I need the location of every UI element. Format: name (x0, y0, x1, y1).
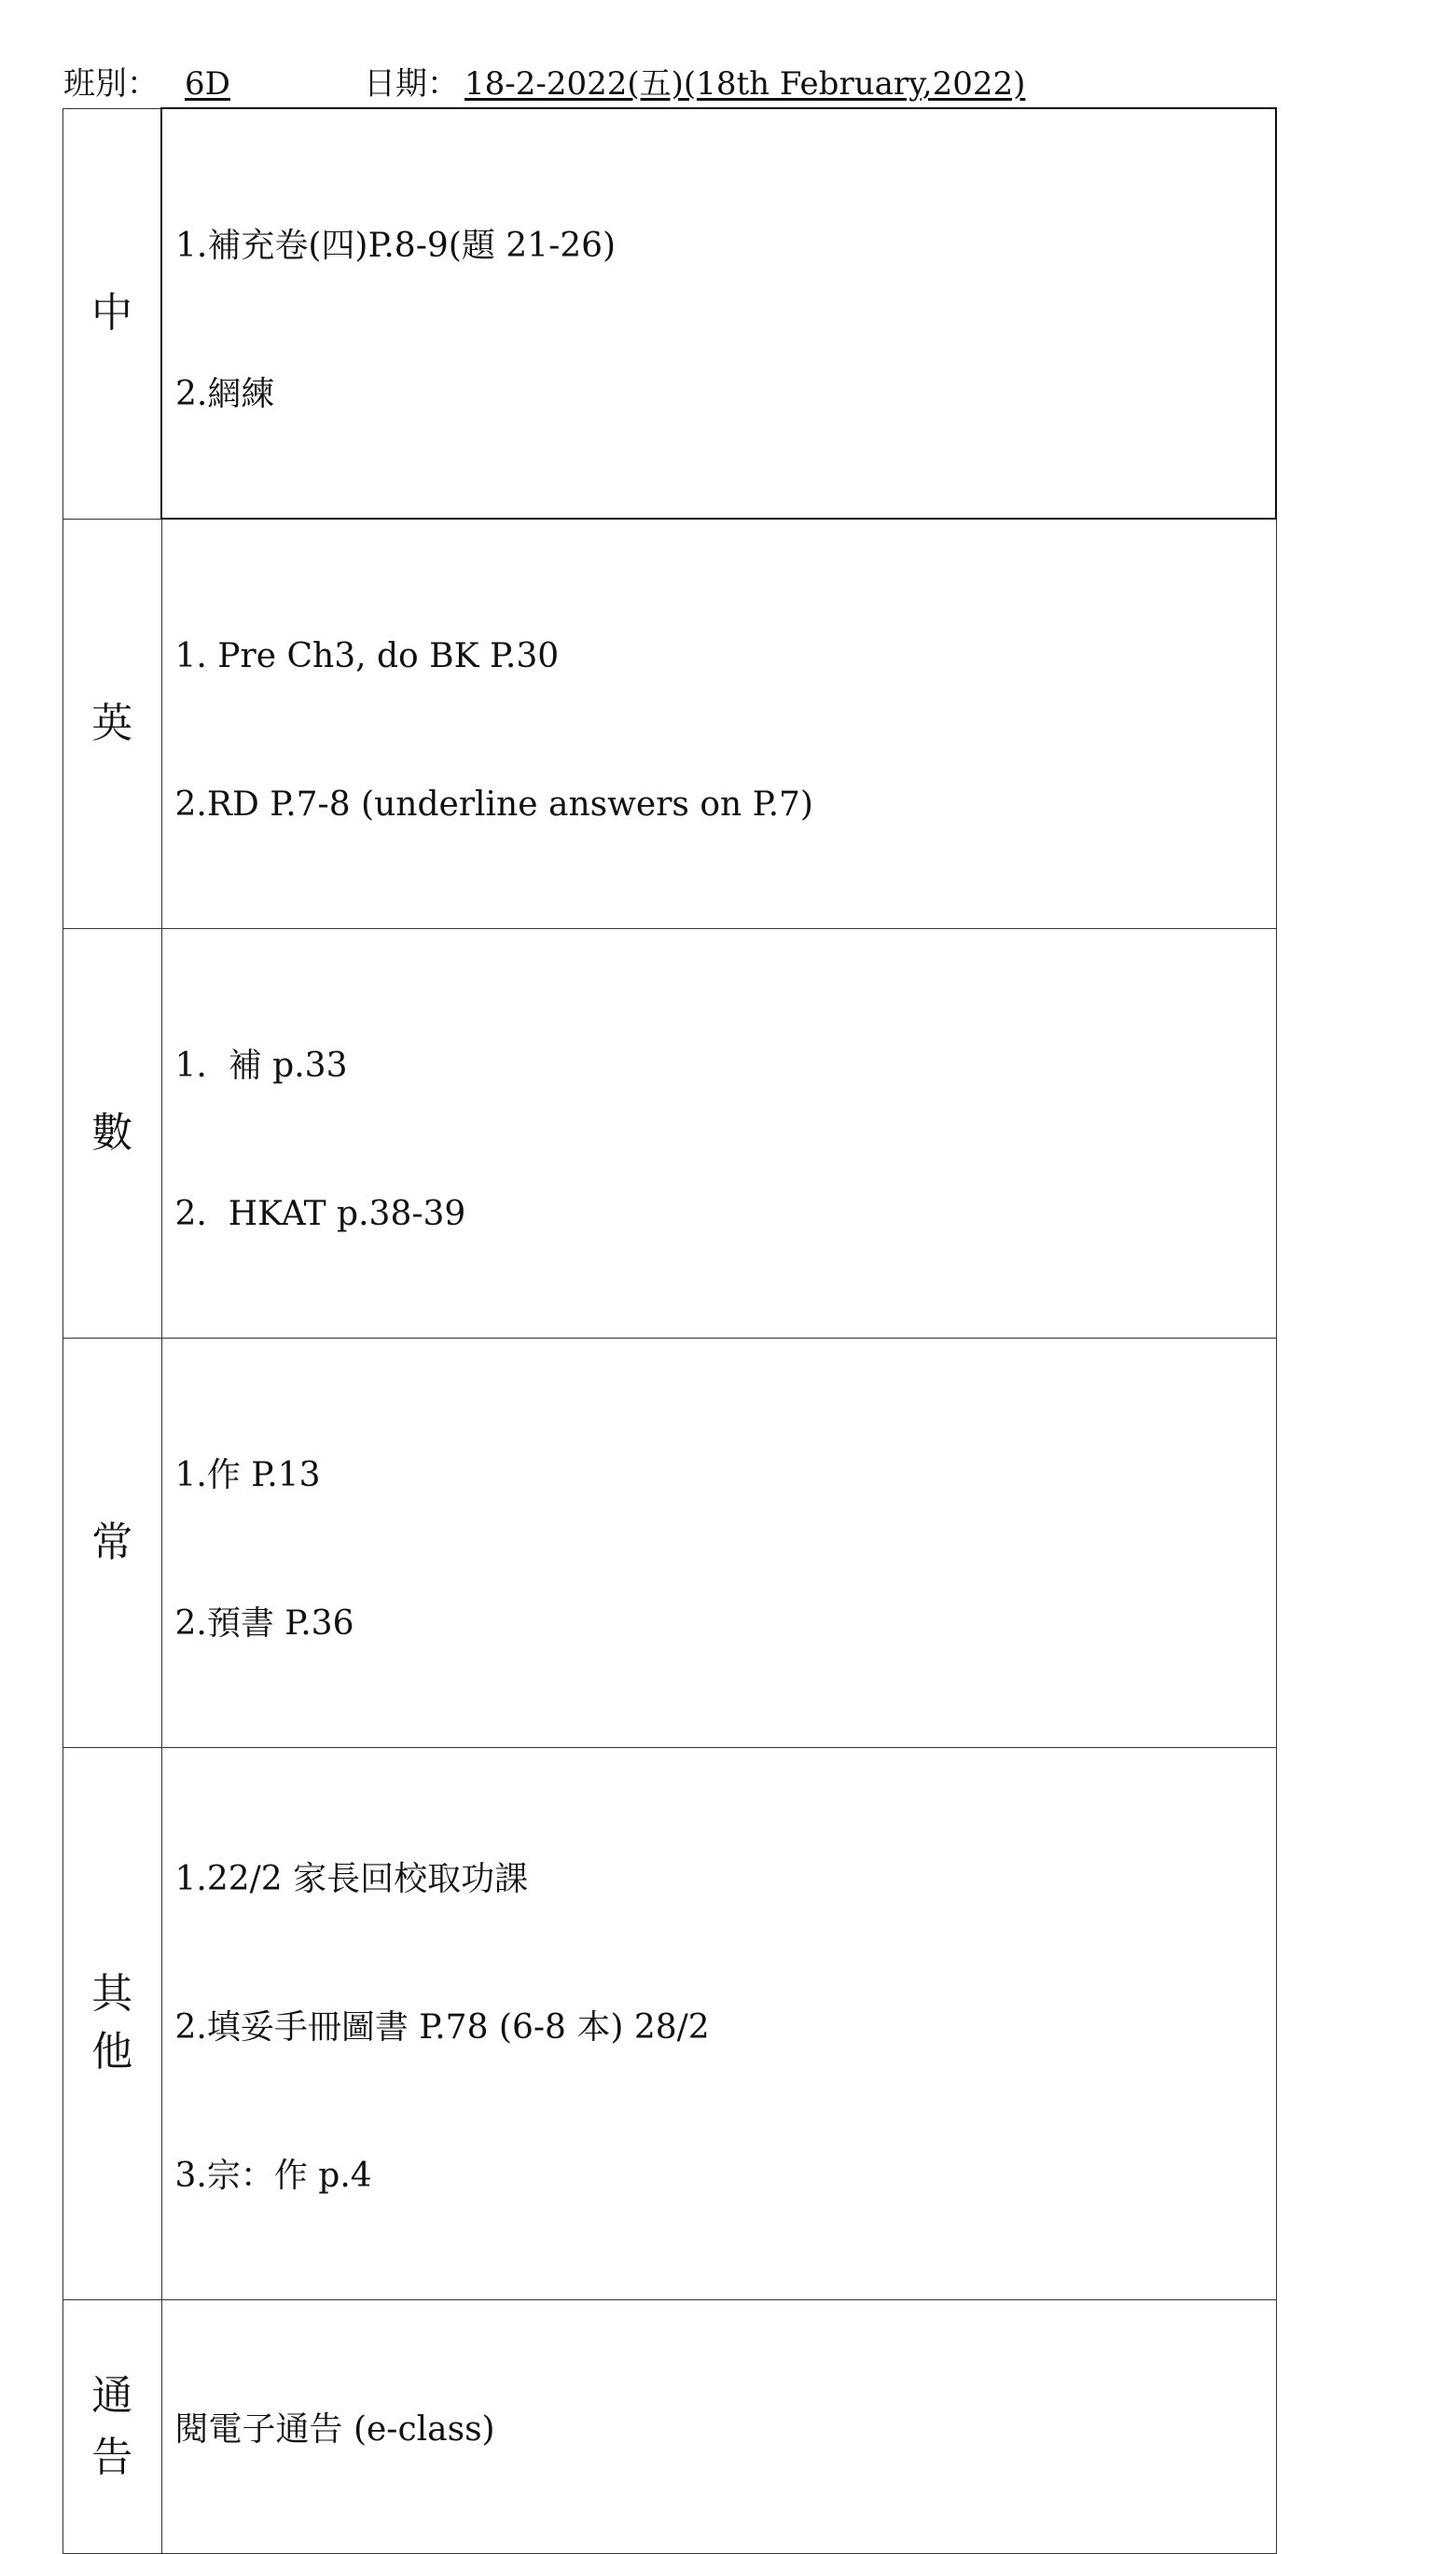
content-chinese (161, 108, 1276, 519)
homework-table (62, 107, 1277, 2554)
table-row-others (63, 1748, 1277, 2300)
content-notices (161, 2300, 1276, 2554)
content-english (161, 519, 1276, 929)
content-others (161, 1748, 1276, 2300)
list-item: 1. Pre Ch3, do BK P.30 (174, 637, 560, 675)
table-row-math (63, 929, 1277, 1339)
class-value: 6D (185, 65, 230, 103)
list-item: 2.RD P.7-8 (underline answers on P.7) (174, 785, 813, 824)
subject-math: 數 (63, 929, 162, 1339)
subject-others-text: 其他 (91, 1969, 133, 2075)
list-item: 1.補充卷(四)P.8-9(題 21-26) (175, 227, 617, 265)
table-row-notices (63, 2300, 1277, 2554)
class-label: 班別： (63, 65, 159, 103)
table-row-english (63, 519, 1277, 929)
subject-english: 英 (63, 519, 162, 929)
date-label: 日期： (364, 65, 459, 103)
list-item: 3.宗：作 p.4 (174, 2157, 372, 2195)
subject-chinese: 中 (63, 108, 162, 519)
list-item: 2. HKAT p.38-39 (174, 1195, 466, 1233)
content-general-studies (161, 1339, 1276, 1748)
content-math (161, 929, 1276, 1339)
subject-general-studies: 常 (63, 1339, 162, 1748)
subject-notices (63, 2300, 162, 2554)
list-item: 2.預書 P.36 (174, 1604, 354, 1643)
list-item: 2.網練 (175, 375, 275, 413)
table-row-general-studies (63, 1339, 1277, 1748)
list-item: 2.填妥手冊圖書 P.78 (6-8 本) 28/2 (174, 2008, 710, 2047)
list-item: 1.作 P.13 (174, 1456, 321, 1494)
date-value: 18-2-2022(五)(18th February,2022) (465, 65, 1026, 103)
list-item: 閱電子通告 (e-class) (174, 2410, 495, 2449)
subject-others (63, 1748, 162, 2300)
table-row-chinese (63, 108, 1277, 519)
subject-notices-text: 通告 (91, 2371, 133, 2481)
list-item: 1.22/2 家長回校取功課 (174, 1860, 529, 1898)
list-item: 1. 補 p.33 (174, 1047, 348, 1085)
